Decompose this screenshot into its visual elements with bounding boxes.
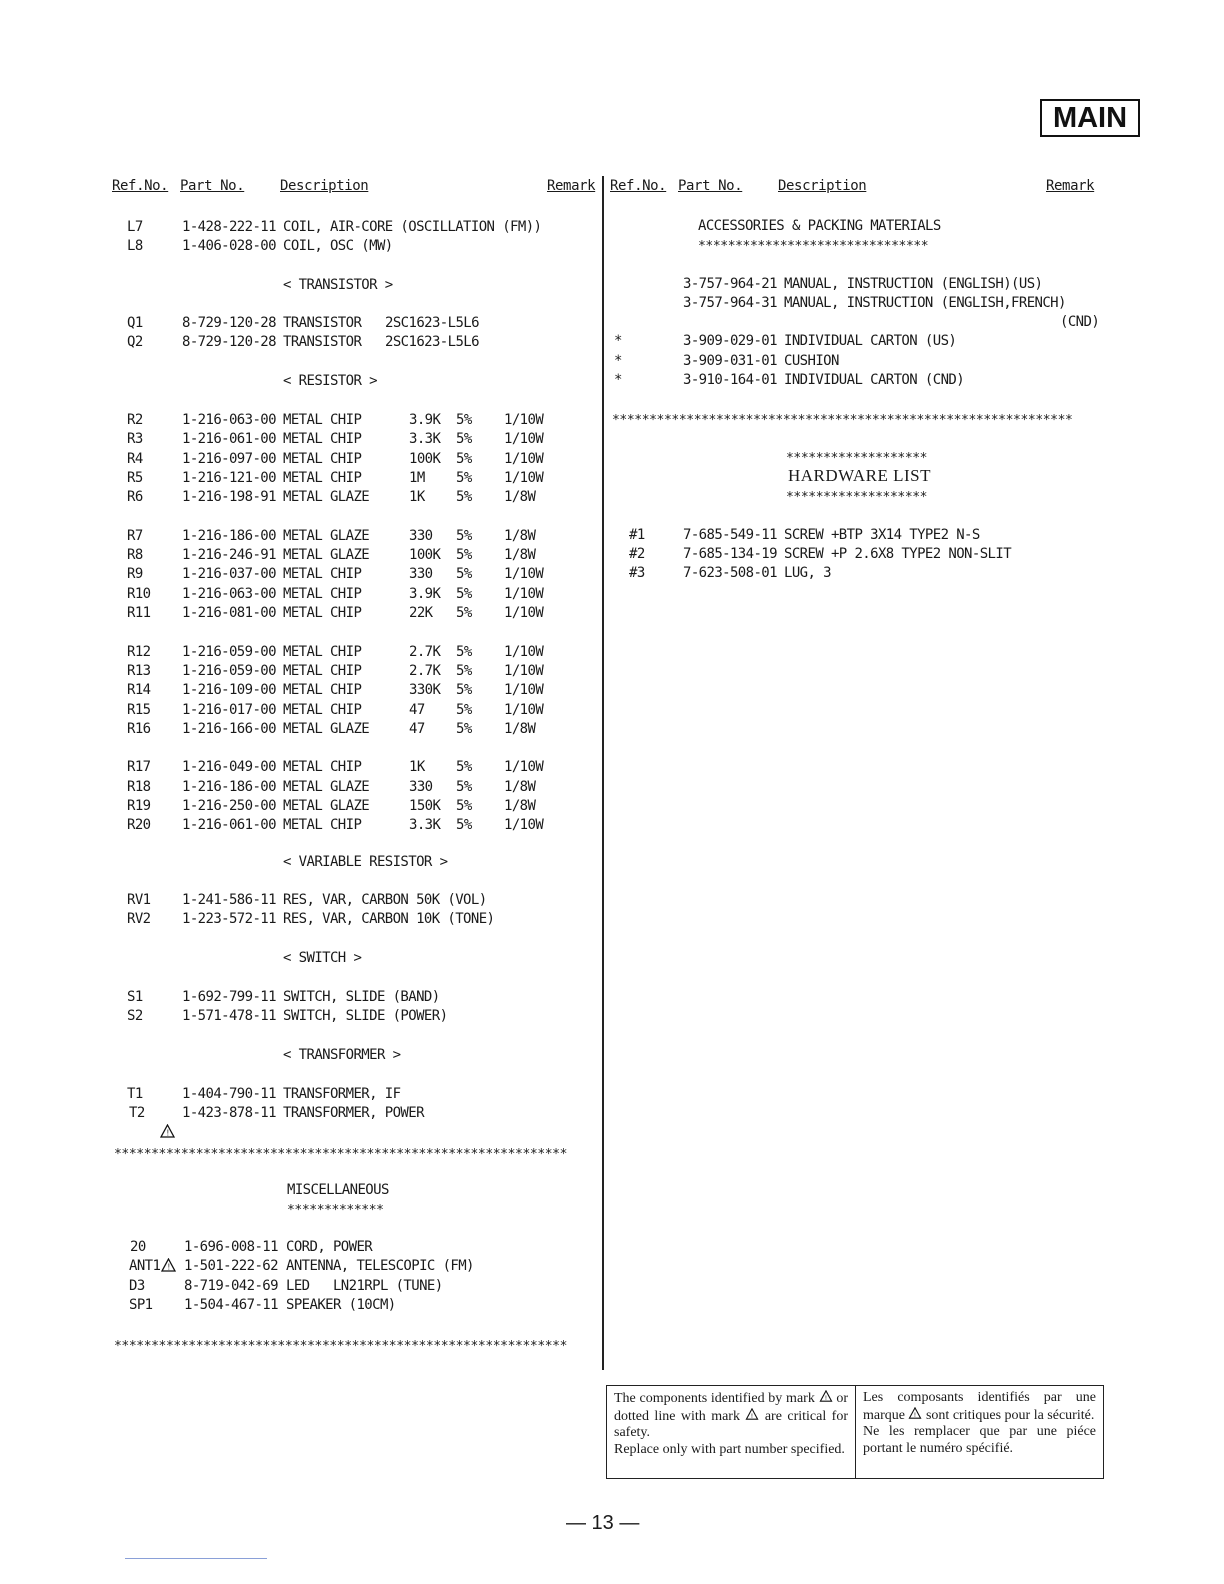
tolerance: 5% [456, 778, 472, 795]
ref: S2 [127, 1008, 143, 1024]
section-badge: MAIN [1040, 99, 1140, 137]
separator-stars: ************************************************************* [114, 1147, 568, 1162]
ref: L7 [127, 219, 143, 235]
heading-stars: ******************* [786, 490, 928, 505]
wattage: 1/10W [504, 469, 544, 486]
section-heading: < TRANSISTOR > [283, 277, 393, 293]
ref: R5 [127, 469, 143, 486]
svg-text:!: ! [751, 1412, 754, 1420]
ref: R14 [127, 682, 151, 699]
part-number: 1-216-063-00 [182, 585, 276, 602]
wattage: 1/8W [504, 720, 536, 737]
tolerance: 5% [456, 566, 472, 583]
value: 100K [409, 547, 441, 564]
ref: R19 [127, 798, 151, 814]
ref: R10 [127, 585, 151, 602]
part-number: 1-696-008-11 [184, 1239, 278, 1255]
description: METAL CHIP [283, 662, 362, 679]
section-heading: < VARIABLE RESISTOR > [283, 854, 448, 870]
part-number: 1-216-109-00 [182, 682, 276, 699]
tolerance: 5% [456, 489, 472, 506]
ref: R6 [127, 489, 143, 506]
ref: SP1 [129, 1297, 153, 1313]
part-number: 1-216-017-00 [182, 701, 276, 718]
part-row [0, 988, 440, 1007]
part-number: 3-909-029-01 [683, 333, 777, 349]
svg-text:!: ! [166, 1128, 169, 1138]
description: SPEAKER (10CM) [286, 1297, 396, 1313]
tolerance: 5% [456, 798, 472, 814]
value: 330K [409, 682, 441, 699]
ref: R16 [127, 720, 151, 737]
part-number: 7-685-134-19 [683, 546, 777, 562]
description: TRANSISTOR [283, 334, 362, 350]
part-number: 1-501-222-62 [184, 1258, 278, 1274]
value: 150K [409, 798, 441, 814]
value: 2.7K [409, 643, 441, 660]
part-number: 8-729-120-28 [182, 334, 276, 350]
description: METAL CHIP [283, 585, 362, 602]
description: METAL GLAZE [283, 798, 370, 814]
tolerance: 5% [456, 720, 472, 737]
ref: R2 [127, 412, 143, 428]
description: CORD, POWER [286, 1239, 373, 1255]
wattage: 1/10W [504, 682, 544, 699]
ref: R20 [127, 817, 151, 834]
value: 2.7K [409, 662, 441, 679]
part-row [0, 1104, 424, 1138]
description: SCREW +BTP 3X14 TYPE2 N-S [784, 527, 980, 543]
description: TRANSFORMER, IF [283, 1086, 401, 1102]
ref: R11 [127, 605, 151, 621]
hardware-list-title: HARDWARE LIST [788, 466, 931, 485]
description: MANUAL, INSTRUCTION (ENGLISH,FRENCH) [784, 295, 1066, 311]
ref: ANT1 [129, 1258, 161, 1274]
ref: T1 [127, 1086, 143, 1102]
description: METAL CHIP [283, 817, 362, 834]
part-number: 1-428-222-11 [182, 219, 276, 235]
part-number: 3-909-031-01 [683, 353, 777, 369]
part-number: 3-757-964-21 [683, 276, 777, 292]
remark-mark: * [614, 333, 622, 349]
description: METAL CHIP [283, 682, 362, 699]
safety-warning-icon [745, 1408, 759, 1426]
description: METAL CHIP [283, 431, 362, 448]
section-heading: MISCELLANEOUS [287, 1182, 389, 1198]
part-number: 1-216-061-00 [182, 431, 276, 448]
part-number: 1-216-198-91 [182, 489, 276, 506]
heading-stars: ******************************* [698, 239, 929, 254]
tolerance: 5% [456, 817, 472, 834]
ref: D3 [129, 1278, 145, 1294]
description: TRANSFORMER, POWER [283, 1105, 424, 1121]
wattage: 1/10W [504, 605, 544, 621]
part-number: 7-685-549-11 [683, 527, 777, 543]
description: METAL GLAZE [283, 778, 370, 795]
value: 3.9K [409, 585, 441, 602]
part-number: 1-216-081-00 [182, 605, 276, 621]
tolerance: 5% [456, 682, 472, 699]
notice-french [855, 1386, 1103, 1478]
tolerance: 5% [456, 662, 472, 679]
description: SWITCH, SLIDE (BAND) [283, 989, 440, 1005]
part-number: 1-404-790-11 [182, 1086, 276, 1102]
part-number: 1-216-166-00 [182, 720, 276, 737]
part-row [0, 910, 495, 929]
ref: R15 [127, 701, 151, 718]
safety-warning-icon [819, 1390, 833, 1408]
ref: R3 [127, 431, 143, 448]
value: 330 [409, 527, 433, 544]
header-ref: Ref.No. [610, 178, 667, 194]
ref: T2 [129, 1105, 145, 1121]
value: 1M [409, 469, 425, 486]
part-number: 1-223-572-11 [182, 911, 276, 927]
part-row [0, 237, 393, 256]
value: 330 [409, 566, 433, 583]
wattage: 1/8W [504, 798, 536, 814]
value: 1K [409, 489, 425, 506]
value: 47 [409, 720, 425, 737]
separator-stars: ************************************************************** [612, 413, 1073, 428]
page-number: — 13 — [566, 1512, 640, 1534]
value: 22K [409, 605, 433, 621]
part-number: 1-216-059-00 [182, 662, 276, 679]
description: LUG, 3 [784, 565, 831, 581]
part-row [0, 1257, 474, 1276]
ref: R17 [127, 759, 151, 776]
ref: Q2 [127, 334, 143, 350]
value: 2SC1623-L5L6 [385, 334, 479, 350]
description: METAL CHIP [283, 450, 362, 467]
heading-stars: ************* [287, 1203, 384, 1218]
wattage: 1/10W [504, 431, 544, 448]
part-number: 7-623-508-01 [683, 565, 777, 581]
remark-mark: * [614, 372, 622, 388]
description: ANTENNA, TELESCOPIC (FM) [286, 1258, 474, 1274]
part-number: 1-216-246-91 [182, 547, 276, 564]
tolerance: 5% [456, 701, 472, 718]
part-number: 1-241-586-11 [182, 892, 276, 908]
description: METAL GLAZE [283, 527, 370, 544]
header-part: Part No. [180, 178, 245, 194]
section-heading: < SWITCH > [283, 950, 362, 966]
part-number: 1-216-037-00 [182, 566, 276, 583]
value: 1K [409, 759, 425, 776]
wattage: 1/10W [504, 662, 544, 679]
part-row [0, 352, 839, 371]
wattage: 1/10W [504, 817, 544, 834]
ref: R7 [127, 527, 143, 544]
wattage: 1/10W [504, 566, 544, 583]
tolerance: 5% [456, 605, 472, 621]
notice-text: Les composants identifiés par une marque [863, 1390, 1096, 1423]
description: METAL CHIP [283, 469, 362, 486]
description: METAL CHIP [283, 701, 362, 718]
part-number: 3-910-164-01 [683, 372, 777, 388]
description: METAL CHIP [283, 412, 362, 428]
notice-english [607, 1386, 855, 1478]
description: METAL CHIP [283, 759, 362, 776]
tolerance: 5% [456, 469, 472, 486]
ref: L8 [127, 238, 143, 254]
ref: RV2 [127, 911, 151, 927]
part-row [0, 218, 542, 237]
value: 330 [409, 778, 433, 795]
header-remark: Remark [1046, 178, 1095, 194]
notice-text: The components identified by mark [614, 1391, 815, 1406]
wattage: 1/8W [504, 547, 536, 564]
part-number: 1-216-059-00 [182, 643, 276, 660]
value: 3.9K [409, 412, 441, 428]
description: INDIVIDUAL CARTON (CND) [784, 372, 965, 388]
header-part: Part No. [678, 178, 743, 194]
description: MANUAL, INSTRUCTION (ENGLISH)(US) [784, 276, 1043, 292]
notice-text: Replace only with part number specified. [614, 1441, 845, 1457]
part-number: 1-216-049-00 [182, 759, 276, 776]
ref: 20 [130, 1239, 146, 1255]
description: COIL, AIR-CORE (OSCILLATION (FM)) [283, 219, 542, 235]
wattage: 1/10W [504, 701, 544, 718]
part-number: 1-216-097-00 [182, 450, 276, 467]
part-number: 1-216-121-00 [182, 469, 276, 486]
column-divider [602, 176, 604, 1370]
wattage: 1/10W [504, 643, 544, 660]
svg-text:!: ! [167, 1262, 170, 1272]
value: 100K [409, 450, 441, 467]
description: METAL CHIP [283, 566, 362, 583]
heading-stars: ******************* [786, 451, 928, 466]
separator-stars: ************************************************************* [114, 1339, 568, 1354]
part-number: 1-692-799-11 [182, 989, 276, 1005]
part-row [0, 294, 1066, 313]
part-row [0, 891, 487, 910]
part-number: 1-216-063-00 [182, 412, 276, 428]
notice-text: or dotted line with mark [614, 1391, 848, 1424]
safety-warning-icon [908, 1407, 922, 1425]
part-number: 1-406-028-00 [182, 238, 276, 254]
ref: R9 [127, 566, 143, 583]
part-number: 1-423-878-11 [182, 1105, 276, 1121]
remark-mark: * [614, 353, 622, 369]
part-number: 8-729-120-28 [182, 315, 276, 331]
wattage: 1/10W [504, 585, 544, 602]
description: SWITCH, SLIDE (POWER) [283, 1008, 448, 1024]
description: METAL GLAZE [283, 547, 370, 564]
ref: R8 [127, 547, 143, 564]
wattage: 1/8W [504, 489, 536, 506]
ref: #3 [629, 565, 645, 581]
value: 3.3K [409, 817, 441, 834]
section-heading: < RESISTOR > [283, 373, 377, 389]
section-heading: ACCESSORIES & PACKING MATERIALS [698, 218, 941, 234]
ref: RV1 [127, 892, 151, 908]
part-row [0, 1296, 396, 1315]
wattage: 1/10W [504, 412, 544, 428]
notice-text: Ne les remplacer que par une piéce portant le numéro spécifié. [863, 1424, 1096, 1456]
value: 2SC1623-L5L6 [385, 315, 479, 331]
header-ref: Ref.No. [112, 178, 169, 194]
wattage: 1/8W [504, 778, 536, 795]
header-remark: Remark [547, 178, 596, 194]
description: COIL, OSC (MW) [283, 238, 393, 254]
description: CUSHION [784, 353, 839, 369]
part-number: 1-216-061-00 [182, 817, 276, 834]
section-heading: < TRANSFORMER > [283, 1047, 401, 1063]
notice-text: sont critiques pour la sécurité. [925, 1407, 1095, 1423]
header-description: Description [280, 178, 369, 194]
tolerance: 5% [456, 527, 472, 544]
tolerance: 5% [456, 643, 472, 660]
description: METAL GLAZE [283, 720, 370, 737]
value: 47 [409, 701, 425, 718]
ref: R4 [127, 450, 143, 467]
tolerance: 5% [456, 431, 472, 448]
wattage: 1/8W [504, 527, 536, 544]
value: 3.3K [409, 431, 441, 448]
part-number: 8-719-042-69 [184, 1278, 278, 1294]
part-number: 3-757-964-31 [683, 295, 777, 311]
description: LED LN21RPL (TUNE) [286, 1278, 443, 1294]
ref: Q1 [127, 315, 143, 331]
part-number: 1-216-186-00 [182, 778, 276, 795]
description: TRANSISTOR [283, 315, 362, 331]
ref: R13 [127, 662, 151, 679]
part-number: 1-216-250-00 [182, 798, 276, 814]
svg-text:!: ! [914, 1411, 917, 1419]
decorative-line [125, 1558, 267, 1559]
tolerance: 5% [456, 412, 472, 428]
part-row [0, 1007, 448, 1026]
description: RES, VAR, CARBON 10K (TONE) [283, 911, 495, 927]
description: METAL CHIP [283, 643, 362, 660]
part-row [0, 1277, 443, 1296]
part-number: 1-571-478-11 [182, 1008, 276, 1024]
ref: #1 [629, 527, 645, 543]
part-number: 1-504-467-11 [184, 1297, 278, 1313]
description: SCREW +P 2.6X8 TYPE2 NON-SLIT [784, 546, 1012, 562]
ref: S1 [127, 989, 143, 1005]
notice-text: are critical for safety. [614, 1408, 848, 1440]
tolerance: 5% [456, 450, 472, 467]
wattage: 1/10W [504, 759, 544, 776]
part-number: 1-216-186-00 [182, 527, 276, 544]
description: RES, VAR, CARBON 50K (VOL) [283, 892, 487, 908]
svg-text:!: ! [824, 1394, 827, 1402]
ref: R12 [127, 643, 151, 660]
description: METAL CHIP [283, 605, 362, 621]
header-description: Description [778, 178, 867, 194]
description: METAL GLAZE [283, 489, 370, 506]
tolerance: 5% [456, 759, 472, 776]
remark: (CND) [1060, 314, 1100, 330]
wattage: 1/10W [504, 450, 544, 467]
ref: R18 [127, 778, 151, 795]
ref: #2 [629, 546, 645, 562]
tolerance: 5% [456, 585, 472, 602]
description: INDIVIDUAL CARTON (US) [784, 333, 957, 349]
tolerance: 5% [456, 547, 472, 564]
part-row [0, 1085, 401, 1104]
safety-notice [606, 1385, 1104, 1479]
